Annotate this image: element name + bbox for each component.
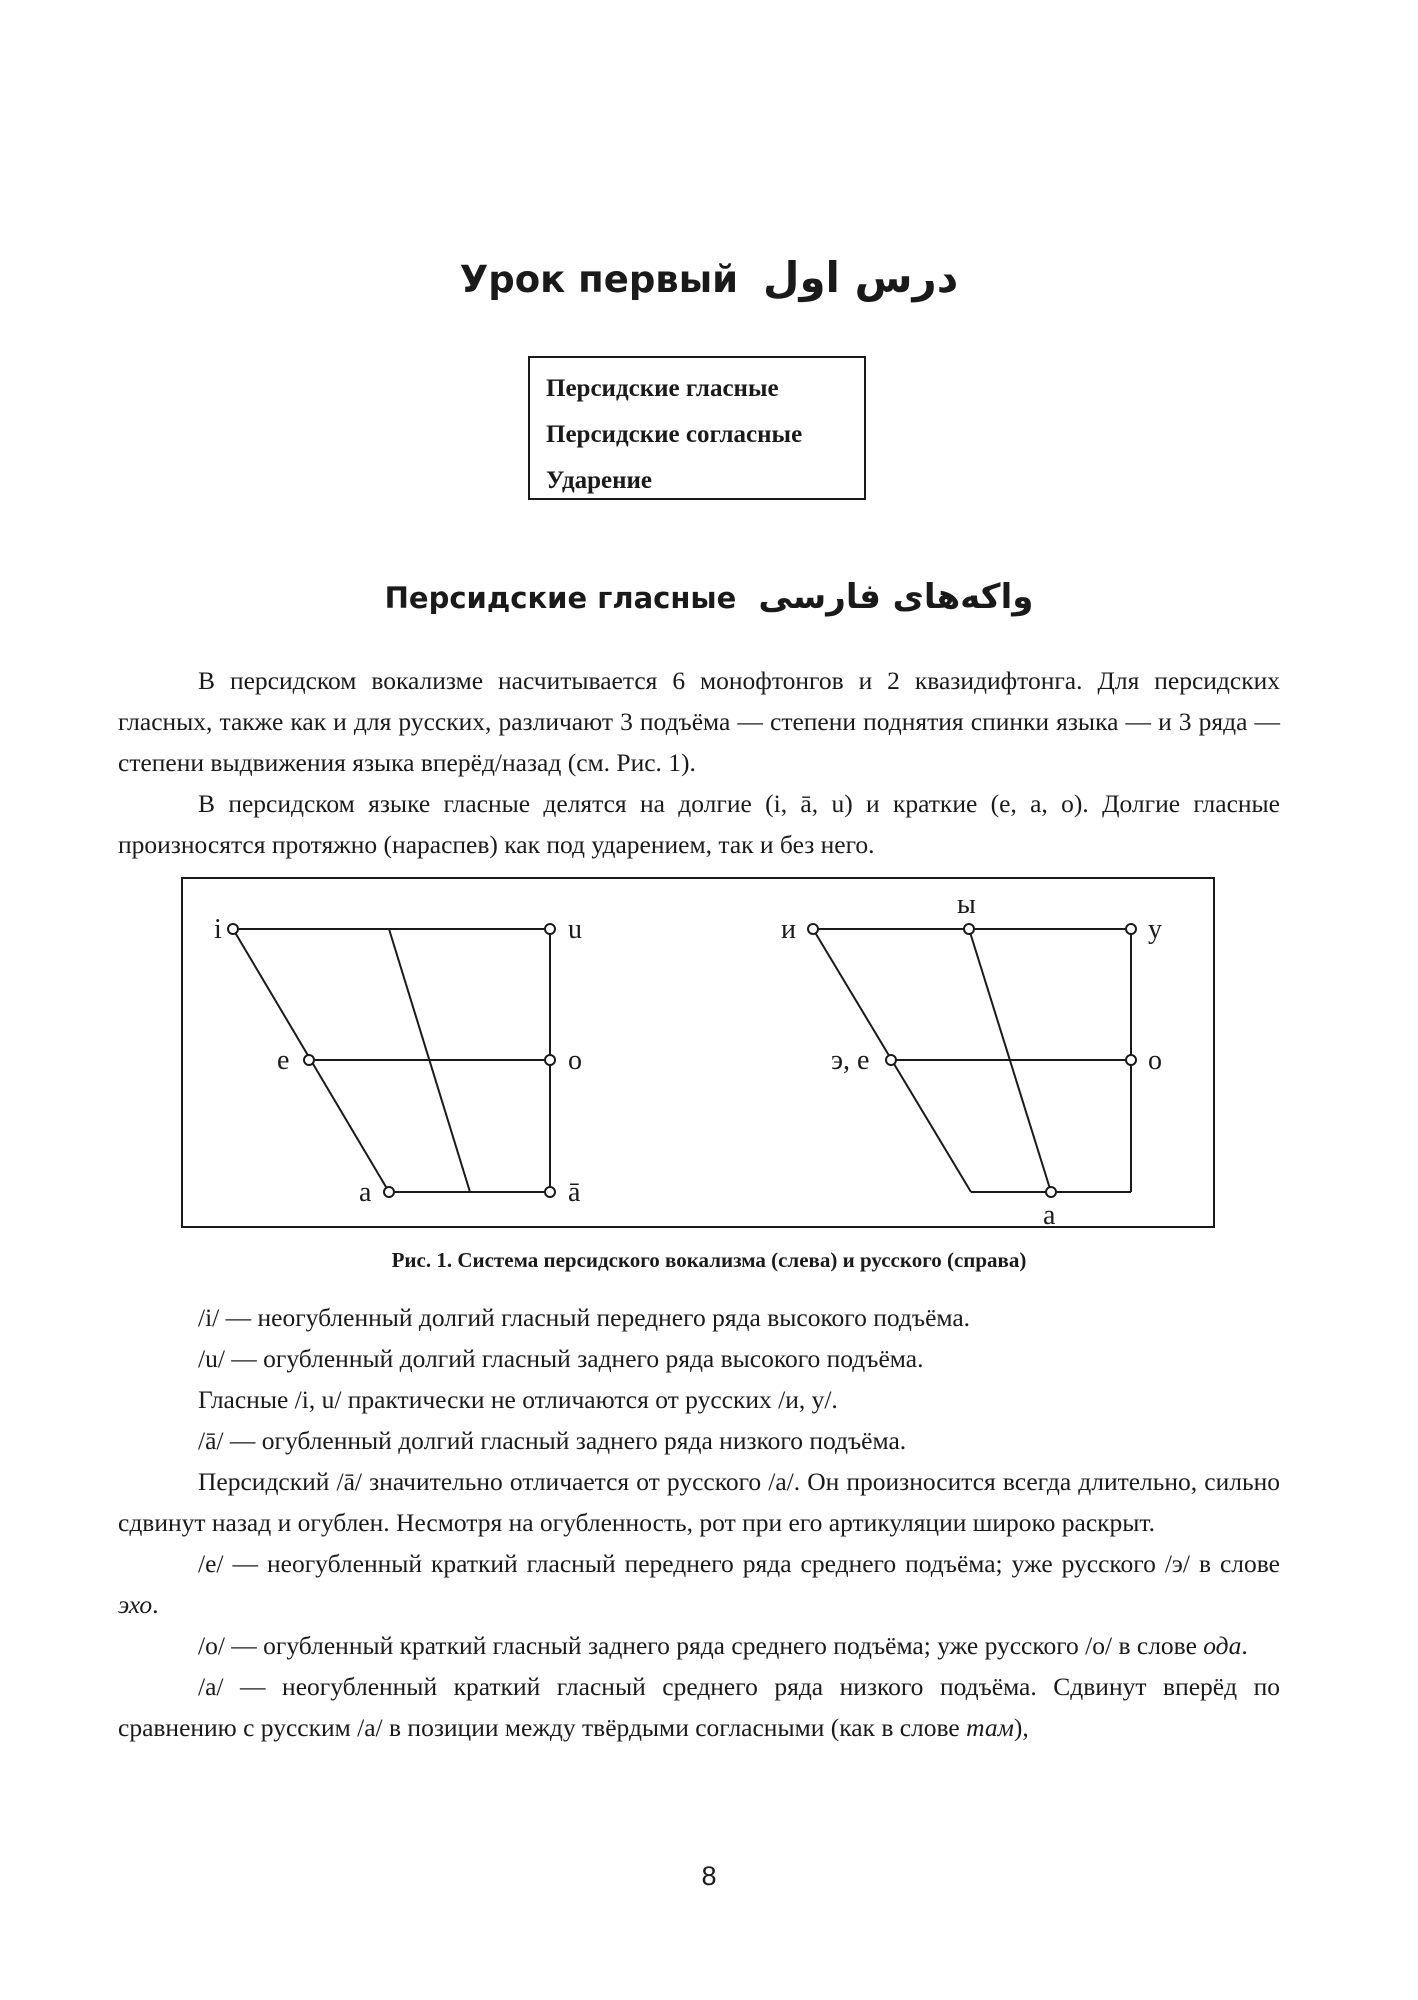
vowel-label-ru-a: а [1043,1200,1056,1226]
intro-text [118,660,1280,865]
vowel-point [228,924,238,934]
vowel-point [545,1187,555,1197]
vowel-point [964,924,974,934]
vowel-point [545,1055,555,1065]
vowel-point [1046,1187,1056,1197]
topic-item: Ударение [546,467,652,494]
body-paragraph: Персидский /ā/ значительно отличается от русского /а/. Он произносится всегда длительно, сильно сдвинут назад и огублен. Несмотря на огубленность, рот при его артикуляции широко раскрыт. [118,1467,1280,1537]
vowel-point [1126,1055,1136,1065]
page-number: 8 [701,1861,717,1891]
vowel-label-o: o [568,1045,582,1076]
lesson-title-fa: درس اول [763,253,959,302]
example-word: там [966,1713,1014,1742]
body-paragraph: /ā/ — огубленный долгий гласный заднего ряда низкого подъёма. [198,1426,907,1455]
vowel-label-e: e [277,1045,290,1076]
vowel-label-ru-y: ы [957,889,976,920]
body-paragraph [118,1625,1280,1666]
topic-item: Персидские согласные [546,421,803,448]
body-paragraph: /i/ — неогубленный долгий гласный переднего ряда высокого подъёма. [198,1303,971,1332]
body-text: /o/ — огубленный краткий гласный заднего ряда среднего подъёма; уже русского /о/ в слове [198,1631,1204,1660]
body-text: . [152,1590,159,1619]
lesson-topics-box [528,356,866,500]
example-word: эхо [118,1590,153,1619]
section-title-ru: Персидские гласные [384,581,737,615]
body-paragraph: /u/ — огубленный долгий гласный заднего ряда высокого подъёма. [198,1344,924,1373]
lesson-title [0,248,1418,310]
vowel-point [1126,924,1136,934]
body-text: ), [1013,1713,1029,1742]
body-paragraph [118,1666,1280,1748]
body-paragraph: Гласные /i, u/ практически не отличаются от русских /и, у/. [198,1385,838,1414]
example-word: ода [1203,1631,1242,1660]
figure-caption: Рис. 1. Система персидского вокализма (слева) и русского (справа) [391,1248,1027,1272]
vowel-label-u: u [568,914,582,945]
intro-paragraph: В персидском вокализме насчитывается 6 монофтонгов и 2 квазидифтонга. Для персидских гласных, также как и для русских, различают 3 подъёма — степени поднятия спинки языка — и 3 ряда — степени выдвижения языка вперёд/назад (см. Рис. 1). [118,666,1280,777]
vowel-diagram [183,879,1213,1226]
vowel-label-i: i [214,914,222,945]
vowel-label-a: a [359,1177,372,1208]
vowel-label-aa: ā [568,1177,581,1208]
topic-item: Персидские гласные [546,375,779,402]
vowel-descriptions [118,1297,1280,1748]
body-text: /a/ — неогубленный краткий гласный среднего ряда низкого подъёма. Сдвинут вперёд по сравнению с русским /а/ в позиции между твёрдыми согласными (как в слове [118,1672,1280,1742]
section-title [0,572,1418,623]
body-paragraph [118,1543,1280,1625]
vowel-point [545,924,555,934]
body-text: . [1241,1631,1248,1660]
body-text: /e/ — неогубленный краткий гласный переднего ряда среднего подъёма; уже русского /э/ в слове [198,1549,1280,1578]
vowel-point [304,1055,314,1065]
vowel-label-ru-e: э, е [831,1045,870,1076]
vowel-diagram-figure [181,877,1215,1228]
vowel-point [886,1055,896,1065]
lesson-title-ru: Урок первый [459,258,739,301]
vowel-point [808,924,818,934]
vowel-point [384,1187,394,1197]
vowel-label-ru-u: у [1148,914,1162,945]
intro-paragraph: В персидском языке гласные делятся на долгие (i, ā, u) и краткие (e, a, o). Долгие гласные произносятся протяжно (нараспев) как под ударением, так и без него. [118,789,1280,859]
section-title-fa: واکه‌های فارسی [758,577,1034,617]
vowel-label-ru-i: и [781,914,796,945]
vowel-label-ru-o: о [1148,1045,1162,1076]
